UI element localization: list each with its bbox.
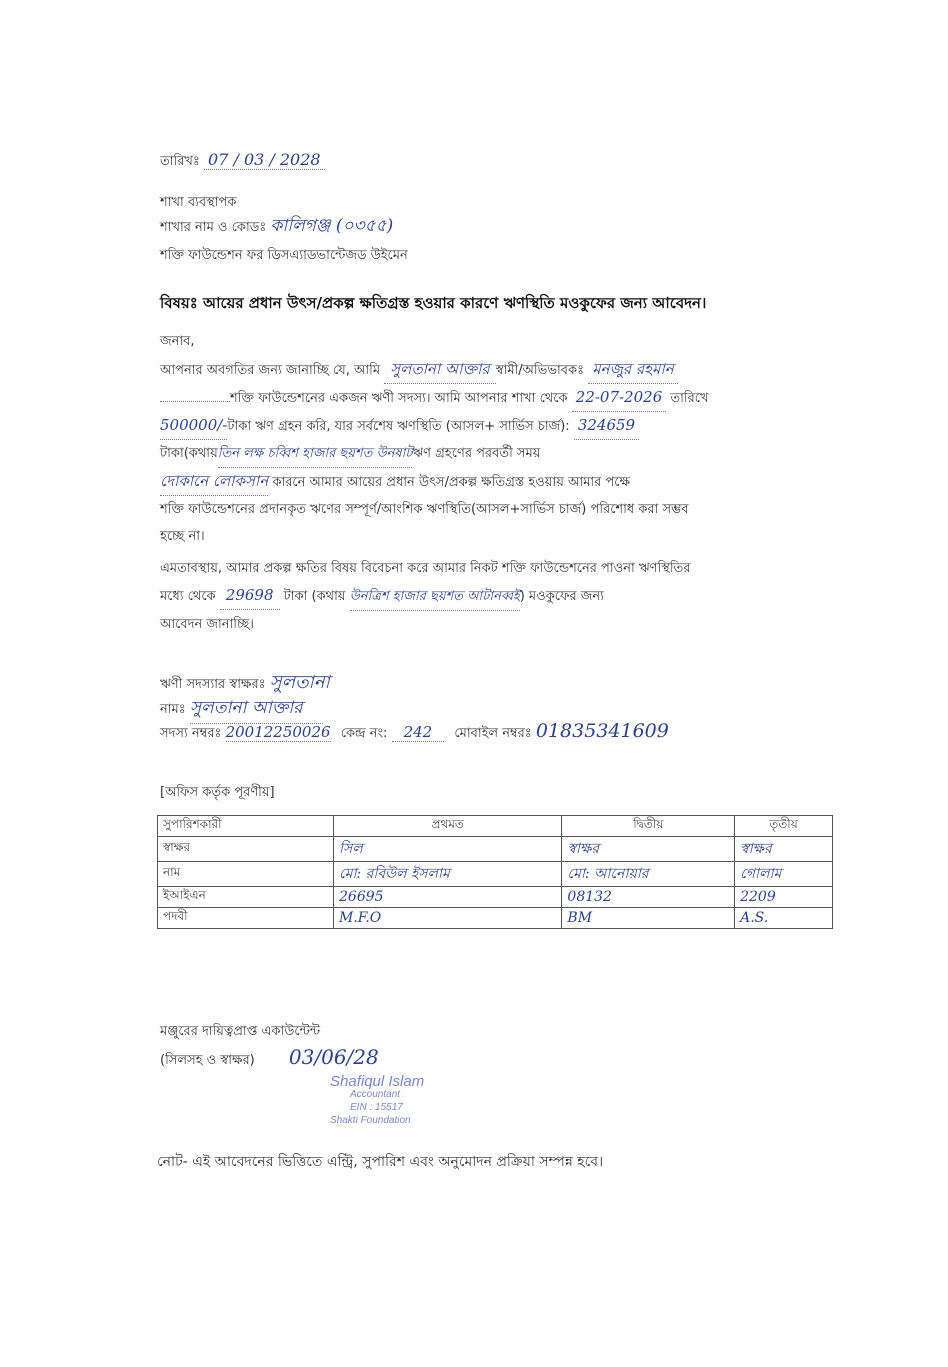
body-line-1 bbox=[160, 356, 840, 384]
table-cell bbox=[334, 837, 562, 862]
seal-label: (সিলসহ ও স্বাক্ষর) bbox=[160, 1053, 255, 1068]
body-text: টাকা ঋণ গ্রহন করি, যার সর্বশেষ ঋণস্থিতি (আসল+ সার্ভিস চার্জ): bbox=[227, 419, 570, 434]
accountant-seal-line bbox=[160, 1045, 379, 1072]
table-header-row bbox=[158, 816, 833, 837]
cell-value: M.F.O bbox=[339, 910, 382, 926]
row-label: নাম bbox=[158, 862, 334, 887]
column-header: দ্বিতীয় bbox=[562, 816, 735, 837]
balance-in-words: তিন লক্ষ চব্বিশ হাজার ছয়শত উনষাট bbox=[218, 440, 413, 468]
body-line-3 bbox=[160, 412, 840, 440]
cell-value: স্বাক্ষর bbox=[567, 841, 600, 857]
body-paragraph bbox=[160, 356, 840, 550]
request-line-2 bbox=[160, 582, 840, 611]
table-cell bbox=[562, 862, 735, 887]
branch-manager: শাখা ব্যবস্থাপক bbox=[160, 195, 237, 210]
recommendation-table bbox=[157, 815, 833, 929]
body-text: মধ্যে থেকে bbox=[160, 589, 216, 604]
body-text: কারনে আমার আয়ের প্রধান উৎস/প্রকল্প ক্ষতিগ্রস্ত হওয়ায় আমার পক্ষে bbox=[272, 475, 631, 490]
stamp-org: Shakti Foundation bbox=[330, 1115, 411, 1126]
row-label: ইআইএন bbox=[158, 887, 334, 908]
body-line-7: হচ্ছে না। bbox=[160, 529, 205, 544]
table-cell bbox=[334, 908, 562, 929]
body-text: তারিখে bbox=[670, 391, 709, 406]
mobile-label: মোবাইল নম্বরঃ bbox=[454, 726, 532, 741]
table-row bbox=[158, 837, 833, 862]
date-value: 07 / 03 / 2028 bbox=[204, 150, 325, 170]
table-cell bbox=[735, 837, 833, 862]
office-heading: [অফিস কর্তৃক পূরণীয়] bbox=[160, 785, 275, 800]
body-line-6: শক্তি ফাউন্ডেশনের প্রদানকৃত ঋণের সম্পূর্ণ/আংশিক ঋণস্থিতি(আসল+সার্ভিস চার্জ) পরিশোধ করা সম্ভব bbox=[160, 502, 689, 517]
borrower-id-line bbox=[160, 720, 669, 745]
body-text: ঋণ গ্রহণের পরবর্তী সময় bbox=[412, 446, 541, 461]
table-row bbox=[158, 908, 833, 929]
blank bbox=[160, 401, 230, 402]
table-cell bbox=[334, 887, 562, 908]
table-cell bbox=[562, 908, 735, 929]
date-label: তারিখঃ bbox=[160, 154, 200, 169]
accountant-stamp bbox=[330, 1075, 424, 1127]
loan-amount: 500000/- bbox=[160, 412, 227, 440]
loss-reason: দোকানে লোকসান bbox=[160, 468, 268, 496]
center-label: কেন্দ্র নং: bbox=[340, 726, 388, 741]
branch-value: কালিগঞ্জ (০৩৫৫) bbox=[270, 216, 394, 236]
cell-value: 26695 bbox=[339, 889, 384, 905]
body-text: ) মওকুফের জন্য bbox=[519, 589, 604, 604]
body-line-2 bbox=[160, 384, 840, 412]
body-line-5 bbox=[160, 468, 840, 496]
table-cell bbox=[562, 837, 735, 862]
sign-label: ঋণী সদস্যার স্বাক্ষরঃ bbox=[160, 677, 266, 692]
branch-label: শাখার নাম ও কোডঃ bbox=[160, 220, 267, 235]
branch-line bbox=[160, 213, 393, 241]
cell-value: 2209 bbox=[740, 889, 776, 905]
member-number: 20012250026 bbox=[225, 723, 331, 741]
table-row bbox=[158, 887, 833, 908]
body-text: শক্তি ফাউন্ডেশনের একজন ঋণী সদস্য। আমি আপনার শাখা থেকে bbox=[230, 391, 568, 406]
cell-value: A.S. bbox=[740, 910, 769, 926]
member-label: সদস্য নম্বরঃ bbox=[160, 726, 222, 741]
request-paragraph bbox=[160, 555, 840, 638]
stamp-title: Accountant bbox=[350, 1089, 401, 1100]
cell-value: 08132 bbox=[567, 889, 612, 905]
cell-value: স্বাক্ষর bbox=[740, 841, 772, 857]
center-number: 242 bbox=[392, 723, 445, 742]
applicant-name: সুলতানা আক্তার bbox=[384, 356, 495, 384]
cell-value: মো: রবিউল ইসলাম bbox=[339, 866, 450, 882]
body-text: টাকা(কথায় bbox=[160, 446, 218, 461]
table-row bbox=[158, 862, 833, 887]
date-line bbox=[160, 150, 325, 173]
mobile-number: 01835341609 bbox=[535, 720, 669, 742]
name-label: নামঃ bbox=[160, 702, 186, 717]
row-label: স্বাক্ষর bbox=[158, 837, 334, 862]
borrower-name: সুলতানা আক্তার bbox=[190, 695, 323, 724]
body-text: আপনার অবগতির জন্য জানাচ্ছি যে, আমি bbox=[160, 363, 381, 378]
column-header: তৃতীয় bbox=[735, 816, 833, 837]
body-text: টাকা (কথায় bbox=[283, 589, 346, 604]
cell-value: গোলাম bbox=[740, 866, 782, 882]
body-text: স্বামী/অভিভাবকঃ bbox=[495, 363, 585, 378]
column-header: প্রথমত bbox=[334, 816, 562, 837]
body-line-4 bbox=[160, 440, 840, 468]
stamp-ein: EIN : 15517 bbox=[350, 1102, 403, 1113]
subject-line: বিষয়ঃ আয়ের প্রধান উৎস/প্রকল্প ক্ষতিগ্রস্ত হওয়ার কারণে ঋণস্থিতি মওকুফের জন্য আবেদন। bbox=[160, 294, 707, 312]
accountant-signature-date: 03/06/28 bbox=[288, 1045, 379, 1069]
guardian-name: মনজুর রহমান bbox=[588, 356, 677, 384]
request-line-3: আবেদন জানাচ্ছি। bbox=[160, 617, 254, 632]
accountant-title: মঞ্জুরের দায়িত্বপ্রাপ্ত একাউন্টেন্ট bbox=[160, 1024, 321, 1039]
borrower-signature: সুলতানা bbox=[269, 672, 330, 693]
table-cell bbox=[735, 862, 833, 887]
waiver-amount: 29698 bbox=[220, 582, 280, 610]
table-cell bbox=[562, 887, 735, 908]
table-cell bbox=[735, 887, 833, 908]
footer-note: নোট- এই আবেদনের ভিত্তিতে এন্ট্রি, সুপারিশ এবং অনুমোদন প্রক্রিয়া সম্পন্ন হবে। bbox=[157, 1154, 604, 1170]
loan-balance: 324659 bbox=[574, 412, 639, 440]
column-header: সুপারিশকারী bbox=[158, 816, 334, 837]
request-line-1: এমতাবস্থায়, আমার প্রকল্প ক্ষতির বিষয় বিবেচনা করে আমার নিকট শক্তি ফাউন্ডেশনের পাওনা ঋণস্থিতির bbox=[160, 561, 691, 576]
cell-value: মো: আনোয়ার bbox=[567, 866, 649, 882]
cell-value: সিল bbox=[339, 841, 363, 857]
cell-value: BM bbox=[567, 910, 593, 926]
waiver-amount-words: উনত্রিশ হাজার ছয়শত আটানব্বই bbox=[350, 583, 520, 611]
org-line: শক্তি ফাউন্ডেশন ফর ডিসএ্যাডভান্টেজড উইমেন bbox=[160, 248, 408, 263]
row-label: পদবী bbox=[158, 908, 334, 929]
salutation: জনাব, bbox=[160, 334, 195, 349]
loan-date: 22-07-2026 bbox=[572, 384, 666, 412]
table-cell bbox=[735, 908, 833, 929]
stamp-name: Shafiqul Islam bbox=[330, 1073, 425, 1090]
table-cell bbox=[334, 862, 562, 887]
